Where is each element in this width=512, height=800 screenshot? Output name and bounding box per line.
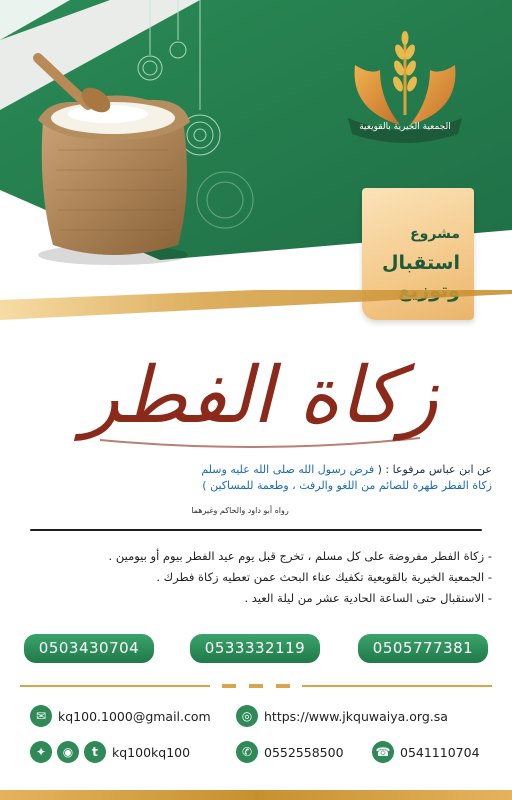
telephone-number: 0541110704	[400, 744, 480, 760]
section-divider	[30, 529, 482, 531]
telephone-contact[interactable]	[372, 740, 480, 764]
hadith-block	[20, 462, 492, 494]
hadith-intro: عن ابن عباس مرفوعا : (	[377, 463, 492, 476]
instagram-icon[interactable]: ◉	[57, 741, 79, 763]
hadith-source: رواه أبو داود والحاكم وغيرهما	[191, 506, 289, 515]
twitter-icon[interactable]: ✦	[30, 741, 52, 763]
organization-logo	[340, 30, 470, 150]
telephone-icon: ☎	[372, 741, 394, 763]
project-label: مشروع	[410, 226, 460, 242]
phone-numbers	[24, 634, 488, 664]
hadith-line-2: زكاة الفطر طهرة للصائم من اللغو والرفث ، وطعمة للمساكين )	[202, 479, 492, 492]
phone-pill[interactable]: 0503430704	[24, 634, 154, 663]
envelope-icon: ✉	[30, 705, 52, 727]
footer-band	[0, 790, 512, 800]
wheat-hands-emblem	[340, 30, 470, 150]
info-item: - الاستقبال حتى الساعة الحادية عشر من ليلة العيد .	[244, 591, 492, 605]
whatsapp-icon: ✆	[236, 741, 258, 763]
project-receive: استقبال	[381, 252, 460, 274]
website-url: https://www.jkquwaiya.org.sa	[264, 708, 448, 724]
website-contact[interactable]	[236, 704, 448, 728]
social-handle: kq100kq100	[112, 744, 191, 760]
email-address: kq100.1000@gmail.com	[58, 708, 211, 724]
whatsapp-number: 0552558500	[264, 744, 344, 760]
info-item: - زكاة الفطر مفروضة على كل مسلم ، تخرج قبل يوم عيد الفطر بيوم أو بيومين .	[108, 549, 492, 563]
ornamental-divider	[20, 680, 492, 692]
tumblr-icon[interactable]: t	[84, 741, 106, 763]
globe-icon: ◎	[236, 705, 258, 727]
social-contact[interactable]	[30, 740, 190, 764]
phone-pill[interactable]: 0533332119	[190, 634, 320, 663]
organization-name: الجمعية الخيرية بالقويعية	[359, 122, 451, 132]
zakat-calligraphy	[60, 330, 460, 460]
headline-text: زكاة الفطر	[81, 351, 439, 441]
phone-pill[interactable]: 0505777381	[358, 634, 488, 663]
whatsapp-contact[interactable]	[236, 740, 344, 764]
info-list	[20, 546, 492, 609]
social-icons	[30, 741, 106, 763]
hadith-line-1	[20, 462, 492, 478]
contact-section	[0, 700, 512, 790]
gold-band	[0, 290, 512, 330]
hadith-quote-1: فرض رسول الله صلى الله عليه وسلم	[201, 463, 378, 476]
email-contact[interactable]	[30, 704, 211, 728]
rice-sack-image	[18, 40, 208, 270]
info-item: - الجمعية الخيرية بالقويعية تكفيك عناء البحث عمن تعطيه زكاة فطرك .	[156, 570, 492, 584]
